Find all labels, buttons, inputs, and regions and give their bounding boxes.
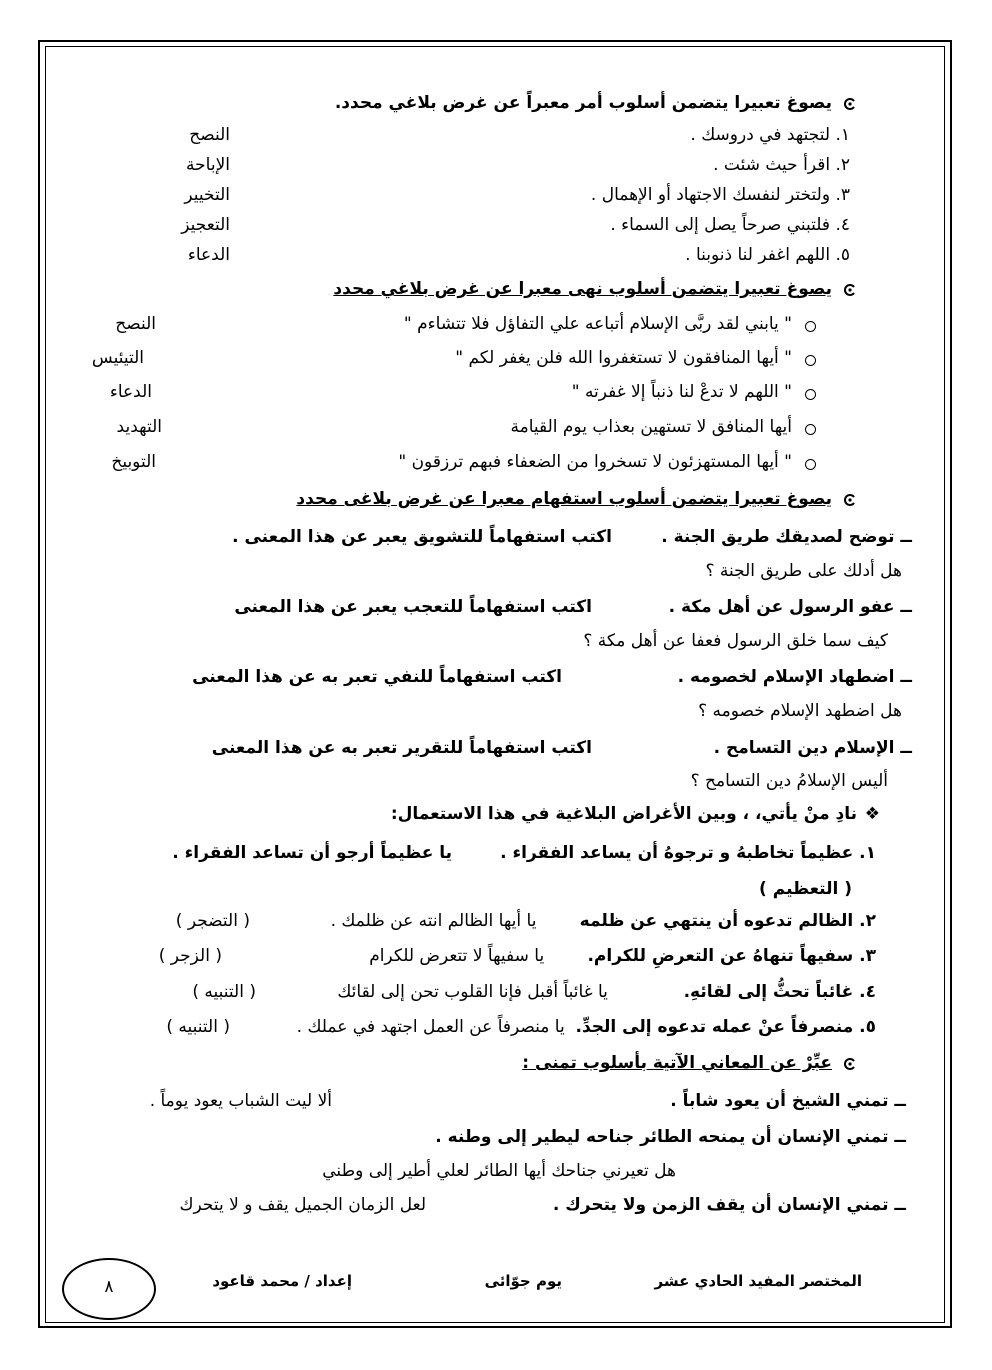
section3-answer-4: أليس الإسلامُ دين التسامح ؟ <box>690 771 888 791</box>
section4-item5 <box>297 1016 876 1038</box>
section4-item1-prompt: ١. عظيماً تخاطبهُ و ترجوهُ أن يساعد الفقراء . <box>500 843 876 863</box>
section5-answer-2: هل تعيرني جناحك أيها الطائر لعلي أطير إلى وطني <box>322 1161 676 1181</box>
section4-item1-answer: يا عظيماً أرجو أن تساعد الفقراء . <box>172 843 452 863</box>
section5-prompt-3: ــ تمني الإنسان أن يقف الزمن ولا يتحرك . <box>552 1195 906 1215</box>
section4-item3 <box>369 945 876 967</box>
section4-answer-2: يا أيها الظالم انته عن ظلمك . <box>330 911 537 931</box>
section1-item-4: ٤. فلتبني صرحاً يصل إلى السماء . <box>610 215 850 235</box>
footer-book-title: المختصر المفيد الحادي عشر <box>654 1272 862 1290</box>
section-bullet-icon <box>844 1058 856 1070</box>
footer-edition: يوم جوّائى <box>484 1272 562 1290</box>
section2-purpose-4: التهديد <box>116 417 162 437</box>
section3-answer-3: هل اضطهد الإسلام خصومه ؟ <box>698 701 902 721</box>
section4-prompt-4: ٤. غائباً تحثُّ إلى لقائهِ. <box>683 982 876 1002</box>
section3-prompt-3b: اكتب استفهاماً للنفي تعبر به عن هذا المعنى <box>192 667 562 687</box>
section3-prompt-2a: ــ عفو الرسول عن أهل مكة . <box>668 597 912 617</box>
section4-item2 <box>331 910 876 932</box>
section4-purpose-2: ( التضجر ) <box>175 911 250 931</box>
section3-prompt-3a: ــ اضطهاد الإسلام لخصومه . <box>677 667 912 687</box>
section2-item-1: " يابني لقد ربَّى الإسلام أتباعه علي التفاؤل فلا تتشاءم " <box>403 314 792 334</box>
list-bullet-icon <box>805 355 816 366</box>
section4-prompt-5: ٥. منصرفاً عنْ عمله تدعوه إلى الجدِّ. <box>575 1017 876 1037</box>
section4-answer-4: يا غائباً أقبل فإنا القلوب تحن إلى لقائك <box>337 982 608 1002</box>
list-bullet-icon <box>805 321 816 332</box>
section1-heading: يصوغ تعبيرا يتضمن أسلوب أمر معبراً عن غرض بلاغي محدد. <box>334 93 832 113</box>
section4-prompt-2: ٢. الظالم تدعوه أن ينتهي عن ظلمه <box>579 911 876 931</box>
section1-item-5: ٥. اللهم اغفر لنا ذنوبنا . <box>685 245 850 265</box>
section2-purpose-3: الدعاء <box>109 382 152 402</box>
section4-answer-3: يا سفيهاً لا تتعرض للكرام <box>369 946 545 966</box>
section1-purpose-2: الإباحة <box>186 155 230 175</box>
section1-item-3: ٣. ولتختر لنفسك الاجتهاد أو الإهمال . <box>590 185 850 205</box>
section-bullet-icon <box>844 98 856 110</box>
section1-purpose-3: التخيير <box>184 185 230 205</box>
section2-item-3: " اللهم لا تدعْ لنا ذنباً إلا غفرته " <box>571 382 792 402</box>
section4-purpose-4: ( التنبيه ) <box>192 982 256 1002</box>
section1-purpose-4: التعجيز <box>181 215 230 235</box>
section5-answer-3: لعل الزمان الجميل يقف و لا يتحرك <box>179 1195 426 1215</box>
section3-prompt-1a: ــ توضح لصديقك طريق الجنة . <box>661 527 912 547</box>
section-bullet-icon <box>844 284 856 296</box>
section-bullet-icon <box>844 494 856 506</box>
list-bullet-icon <box>805 459 816 470</box>
section4-purpose-5: ( التنبيه ) <box>166 1017 230 1037</box>
section2-item-2: " أيها المنافقون لا تستغفروا الله فلن يغفر لكم " <box>455 348 792 368</box>
section4-prompt-3: ٣. سفيهاً تنهاهُ عن التعرضِ للكرام. <box>587 946 876 966</box>
section2-purpose-2: التيئيس <box>91 348 144 368</box>
list-bullet-icon <box>805 424 816 435</box>
section5-heading: عبِّرْ عن المعاني الآتية بأسلوب تمنى : <box>522 1053 832 1073</box>
section5-prompt-1: ــ تمني الشيخ أن يعود شاباً . <box>670 1091 906 1111</box>
section4-item1-purpose: ( التعظيم ) <box>759 879 852 899</box>
section3-prompt-4a: ــ الإسلام دين التسامح . <box>713 738 912 758</box>
section2-item-5: " أيها المستهزئون لا تسخروا من الضعفاء فبهم ترزقون " <box>398 452 792 472</box>
footer-author: إعداد / محمد قاعود <box>212 1272 352 1290</box>
section2-heading: يصوغ تعبيرا يتضمن أسلوب نهى معبرا عن غرض بلاغي محدد <box>333 279 832 299</box>
section4-purpose-3: ( الزجر ) <box>158 946 222 966</box>
section1-purpose-5: الدعاء <box>187 245 230 265</box>
section5-answer-1: ألا ليت الشباب يعود يوماً . <box>149 1091 332 1111</box>
section2-item-4: أيها المنافق لا تستهين بعذاب يوم القيامة <box>510 417 792 437</box>
section2-purpose-5: التوبيخ <box>111 452 156 472</box>
section1-purpose-1: النصح <box>189 125 230 145</box>
section3-prompt-1b: اكتب استفهاماً للتشويق يعبر عن هذا المعنى . <box>232 527 612 547</box>
section3-heading: يصوغ تعبيرا يتضمن أسلوب استفهام معبرا عن غرض بلاغى محدد <box>296 489 832 509</box>
section3-prompt-2b: اكتب استفهاماً للتعجب يعبر عن هذا المعنى <box>234 597 592 617</box>
section3-answer-2: كيف سما خلق الرسول فعفا عن أهل مكة ؟ <box>583 631 888 651</box>
section5-prompt-2: ــ تمني الإنسان أن يمنحه الطائر جناحه ليطير إلى وطنه . <box>435 1127 906 1147</box>
section3-prompt-4b: اكتب استفهاماً للتقرير تعبر به عن هذا المعنى <box>211 738 592 758</box>
section4-answer-5: يا منصرفاً عن العمل اجتهد في عملك . <box>296 1017 565 1037</box>
section3-answer-1: هل أدلك على طريق الجنة ؟ <box>705 561 902 581</box>
section4-item4 <box>337 981 876 1003</box>
section4-heading: نادِ منْ يأتي، ، وبين الأغراض البلاغية في هذا الاستعمال: <box>390 804 857 824</box>
section1-item-1: ١. لتجتهد في دروسك . <box>690 125 850 145</box>
section2-purpose-1: النصح <box>115 314 156 334</box>
section1-item-2: ٢. اقرأ حيث شئت . <box>713 155 850 175</box>
page-number: ٨ <box>104 1277 114 1297</box>
list-bullet-icon <box>805 389 816 400</box>
diamond-bullet-icon: ❖ <box>864 804 880 824</box>
